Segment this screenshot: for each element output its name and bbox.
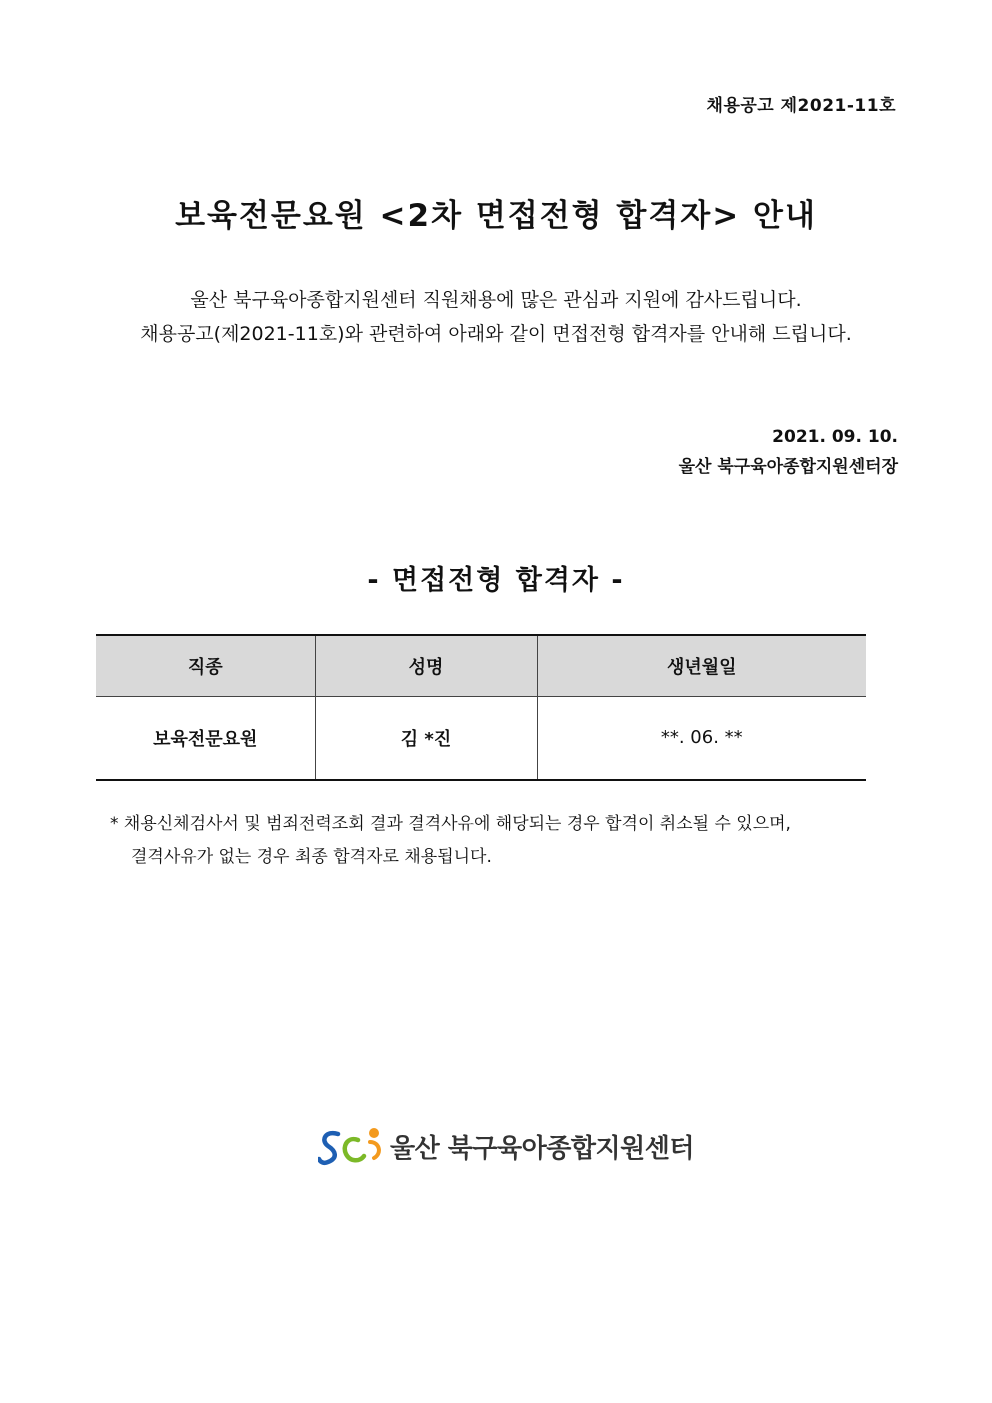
footnote (110, 808, 880, 874)
results-table (96, 634, 866, 781)
intro-line-1: 울산 북구육아종합지원센터 직원채용에 많은 관심과 지원에 감사드립니다. (190, 289, 802, 311)
header-job-type: 직종 (187, 656, 223, 678)
intro-line-2: 채용공고(제2021-11호)와 관련하여 아래와 같이 면접전형 합격자를 안내해 드립니다. (140, 323, 852, 345)
cell-job-type: 보육전문요원 (153, 728, 258, 750)
page-title: 보육전문요원 <2차 면접전형 합격자> 안내 (175, 198, 817, 234)
table-header-row (96, 635, 866, 696)
footnote-line-1: * 채용신체검사서 및 범죄전력조회 결과 결격사유에 해당되는 경우 합격이 취소될 수 있으며, (110, 814, 791, 834)
table-row (96, 696, 866, 780)
notice-number: 채용공고 제2021-11호 (706, 96, 896, 116)
cell-name: 김 *진 (315, 696, 537, 780)
footnote-line-2: 결격사유가 없는 경우 최종 합격자로 채용됩니다. (131, 847, 492, 867)
signoff (679, 422, 898, 482)
signoff-signer: 울산 북구육아종합지원센터장 (678, 457, 898, 477)
header-birthdate: 생년월일 (537, 635, 866, 696)
footer-logo (318, 1124, 694, 1168)
intro-text (0, 283, 992, 351)
signoff-date: 2021. 09. 10. (772, 427, 898, 447)
org-name: 울산 북구육아종합지원센터 (390, 1133, 694, 1164)
org-logo-icon (318, 1124, 384, 1168)
header-name: 성명 (315, 635, 537, 696)
cell-birthdate: **. 06. ** (537, 696, 866, 780)
section-title: - 면접전형 합격자 - (367, 565, 625, 596)
